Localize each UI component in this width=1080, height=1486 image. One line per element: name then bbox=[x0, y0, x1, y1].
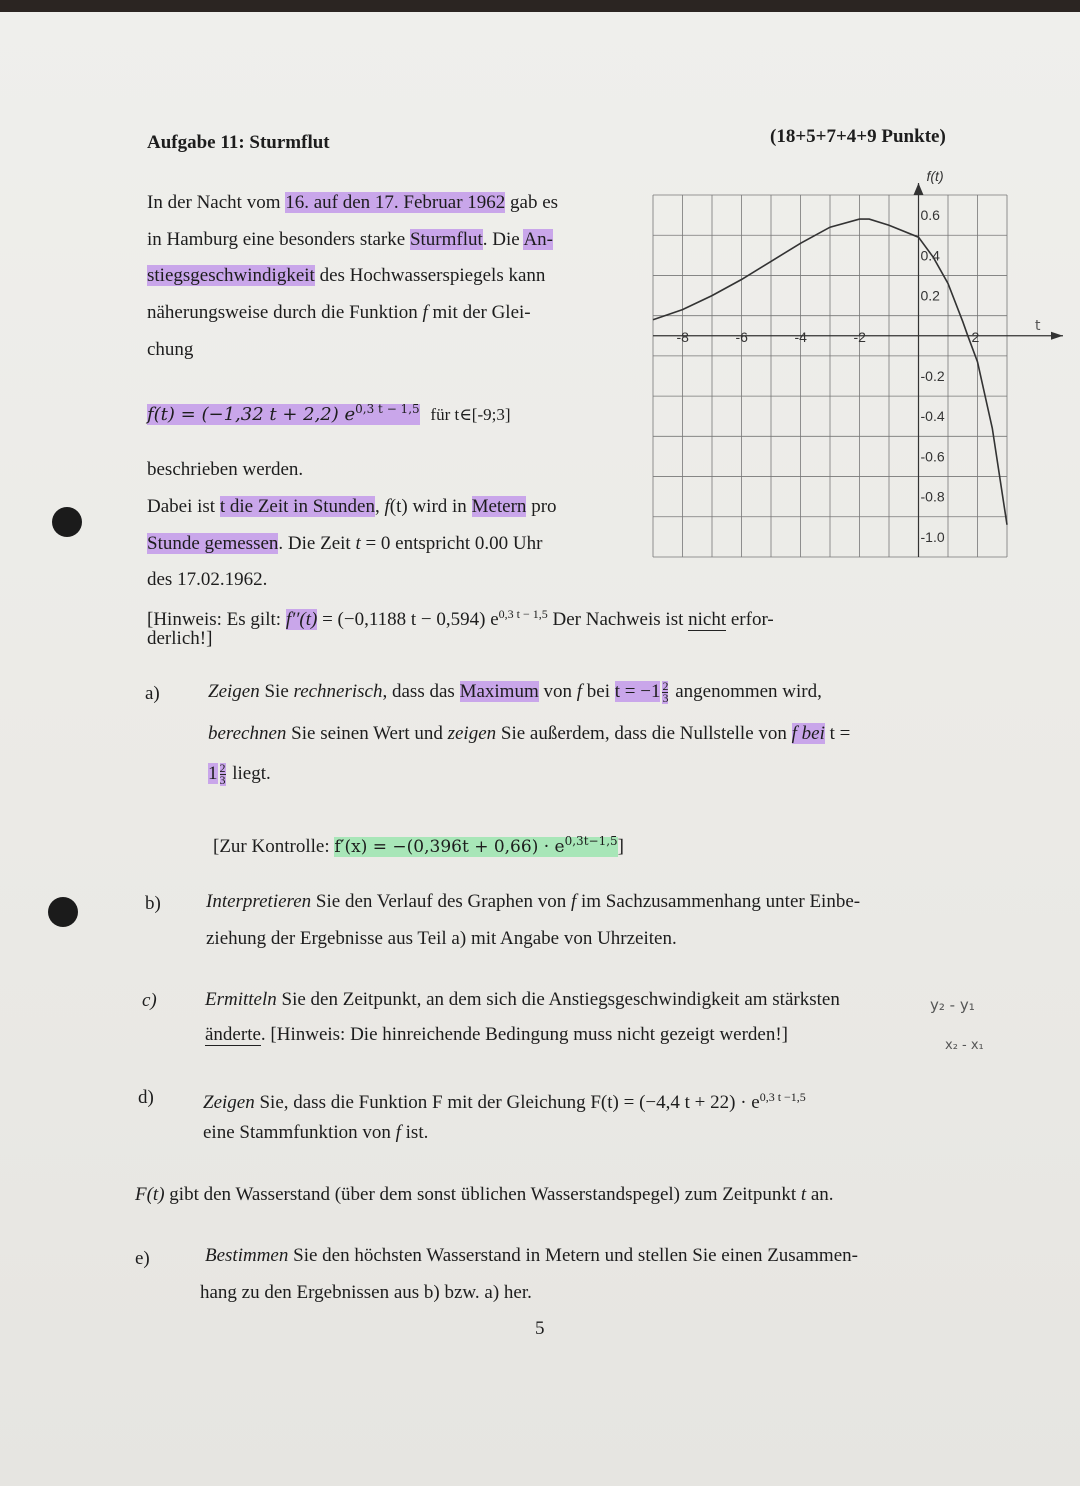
desc-line-1: beschrieben werden. bbox=[147, 459, 304, 480]
task-title: Aufgabe 11: Sturmflut bbox=[147, 132, 330, 153]
function-graph bbox=[645, 165, 1070, 575]
desc-line-2: Dabei ist t die Zeit in Stunden, f(t) wird in Metern pro bbox=[147, 496, 557, 517]
function-formula: f(t) = (−1,32 t + 2,2) $e^{0,3 t - 1,5}$ für t∈[-9;3] bbox=[147, 402, 511, 425]
y-tick-label: -0.2 bbox=[920, 368, 945, 384]
task-e-line-2: hang zu den Ergebnissen aus b) bzw. a) her. bbox=[200, 1282, 532, 1303]
page-number: 5 bbox=[535, 1318, 545, 1339]
task-e-line-1: Bestimmen Sie den höchsten Wasserstand in Metern und stellen Sie einen Zusammen- bbox=[205, 1245, 858, 1266]
y-axis-label: f(t) bbox=[926, 168, 944, 184]
graph-axes bbox=[653, 183, 1063, 557]
task-c-label: c) bbox=[142, 990, 157, 1011]
handwritten-t: t bbox=[1035, 318, 1041, 334]
intro-line-1: In der Nacht vom 16. auf den 17. Februar 1962 gab es bbox=[147, 192, 559, 213]
task-a-label: a) bbox=[145, 683, 160, 704]
punch-hole-top bbox=[52, 507, 82, 537]
task-a-line-1: Zeigen Sie rechnerisch, dass das Maximum von f bei t = −1 $\frac{2}{3}$ angenommen wird, bbox=[208, 679, 822, 706]
intro-line-2: in Hamburg eine besonders starke Sturmflut. Die An- bbox=[147, 229, 553, 250]
punch-hole-bottom bbox=[48, 897, 78, 927]
intro-line-3: stiegsgeschwindigkeit des Hochwasserspiegels kann bbox=[147, 265, 546, 286]
y-tick-label: -0.6 bbox=[920, 448, 945, 465]
desc-line-4: des 17.02.1962. bbox=[147, 569, 268, 590]
x-axis-arrow bbox=[1051, 332, 1063, 340]
intro-line-5: chung bbox=[147, 339, 194, 360]
task-a-line-2: berechnen Sie seinen Wert und zeigen Sie außerdem, dass die Nullstelle von f bei t = bbox=[208, 723, 851, 744]
desc-line-3: Stunde gemessen. Die Zeit t = 0 entspricht 0.00 Uhr bbox=[147, 533, 543, 554]
hint-line-1: [Hinweis: Es gilt: f′′(t) = (−0,1188 t − 0,594) $e^{0,3 t - 1,5}$ Der Nachweis ist nicht erfor- bbox=[147, 607, 774, 630]
task-c-line-2: änderte. [Hinweis: Die hinreichende Bedingung muss nicht gezeigt werden!] bbox=[205, 1024, 789, 1045]
x-tick-label: 2 bbox=[971, 328, 980, 345]
y-tick-label: -0.4 bbox=[920, 408, 945, 425]
handwritten-numerator: y₂ - y₁ bbox=[930, 996, 975, 1014]
task-b-label: b) bbox=[145, 893, 161, 914]
y-tick-label: 0.4 bbox=[920, 247, 940, 264]
points-label: (18+5+7+4+9 Punkte) bbox=[770, 126, 946, 147]
task-d-line-1: Zeigen Sie, dass die Funktion F mit der Gleichung F(t) = (−4,4 $t + 22) \cdot e^{0,3 t -1,5}$ bbox=[203, 1090, 806, 1113]
y-tick-label: -0.8 bbox=[920, 488, 945, 505]
task-d-label: d) bbox=[138, 1087, 154, 1108]
x-tick-label: -4 bbox=[794, 328, 807, 345]
intro-line-4: näherungsweise durch die Funktion f mit der Glei- bbox=[147, 302, 531, 323]
y-axis-arrow bbox=[914, 183, 924, 195]
task-a-control: [Zur Kontrolle: $f'(x) = -(0,396t + 0,66) \cdot e^{0,3t-1,5}$] bbox=[213, 834, 624, 857]
graph-grid bbox=[653, 195, 1007, 557]
y-tick-label: 0.2 bbox=[920, 287, 940, 304]
task-a-line-3: 1 $\frac{2}{3}$ liegt. bbox=[208, 761, 271, 788]
task-c-line-1: Ermitteln Sie den Zeitpunkt, an dem sich die Anstiegsgeschwindigkeit am stärksten bbox=[205, 989, 840, 1010]
task-d-line-2: eine Stammfunktion von f ist. bbox=[203, 1122, 429, 1143]
y-tick-label: -1.0 bbox=[920, 528, 945, 545]
top-edge bbox=[0, 0, 1080, 12]
x-tick-label: -6 bbox=[735, 328, 748, 345]
task-e-label: e) bbox=[135, 1248, 150, 1269]
task-b-line-2: ziehung der Ergebnisse aus Teil a) mit Angabe von Uhrzeiten. bbox=[206, 928, 677, 949]
x-tick-label: -8 bbox=[676, 328, 689, 345]
water-level-text: F(t) gibt den Wasserstand (über dem sonst üblichen Wasserstandspegel) zum Zeitpunkt t an. bbox=[135, 1184, 834, 1205]
handwritten-denominator: x₂ - x₁ bbox=[945, 1038, 984, 1053]
task-b-line-1: Interpretieren Sie den Verlauf des Graphen von f im Sachzusammenhang unter Einbe- bbox=[206, 891, 861, 912]
hint-line-2: derlich!] bbox=[147, 628, 213, 649]
x-tick-label: -2 bbox=[853, 328, 866, 345]
y-tick-label: 0.6 bbox=[920, 207, 940, 224]
